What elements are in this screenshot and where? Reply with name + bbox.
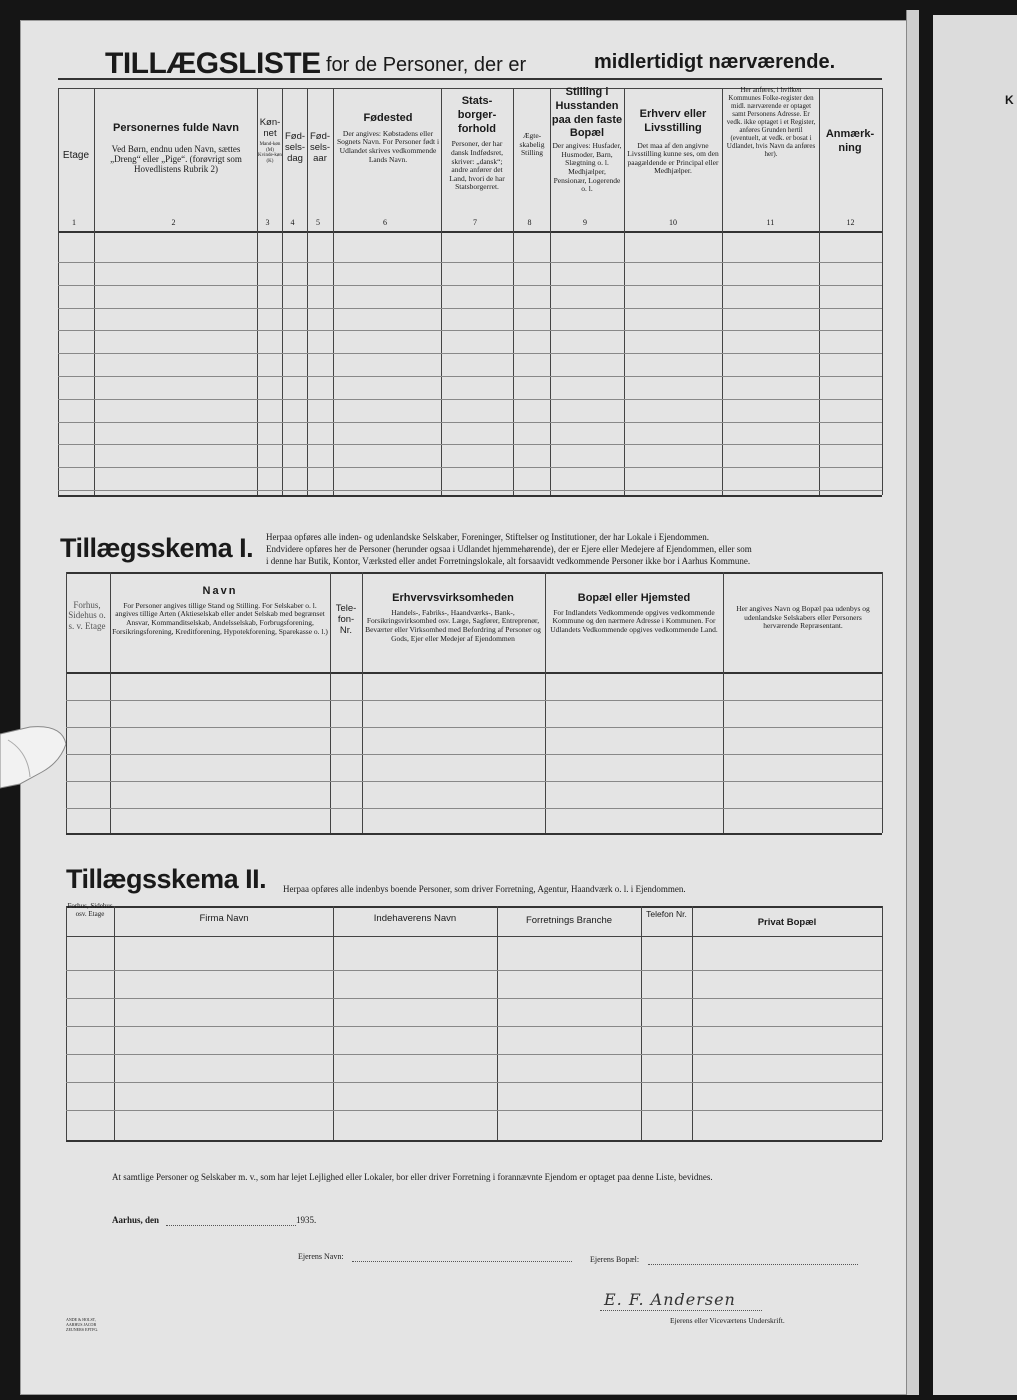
skema2-col-indehaver: Indehaverens Navn [373,914,457,924]
table1-column-divider [94,88,95,495]
certification-text: At samtlige Personer og Selskaber m. v., som har lejet Lejlighed eller Lokaler, bor eller driver Forretning i forannævnte Ejendom er optaget paa denne Liste, bevidnes. [112,1172,713,1182]
skema2-row[interactable] [66,1026,882,1027]
col-remark-header: Anmærk-ning [825,128,875,154]
table1-row[interactable] [58,444,882,445]
column-number: 4 [290,218,295,227]
year-label: 1935. [296,1215,317,1225]
skema1-row[interactable] [66,727,882,728]
column-number: 11 [766,218,775,227]
col-birthday-header: Fød-sels-dag [284,132,306,164]
place-label: Aarhus, den [112,1215,160,1225]
table1-column-divider [882,88,883,495]
column-number: 12 [846,218,855,227]
skema2-col-firma: Firma Navn [199,914,249,924]
skema2-bottom-border [66,1140,882,1142]
next-page-letter: K [1005,93,1014,107]
skema2-column-divider [497,906,498,1140]
col-marital-header: Ægte-skabelig Stilling [519,132,545,158]
signature: E. F. Andersen [604,1290,736,1309]
skema1-column-divider [330,572,331,833]
table1-row[interactable] [58,353,882,354]
skema2-col-bopael: Privat Bopæl [757,918,817,928]
skema1-column-divider [545,572,546,833]
col-occupation-header: Erhverv eller Livsstilling Det maa af den angivne Livsstilling kunne ses, om den paagældende er Principal eller Medhjælper. [627,108,719,176]
skema1-col-navn: Navn For Personer angives tillige Stand og Stilling. For Selskaber o. l. angives tillige Arten (Aktieselskab eller andet Selskab med begrænset Ansvar, Kommanditselskab, Andelsselskab, Forbrugsforening, Forsikringsforening, Kreditforening, Hypotekforening, Sparekasse o. l.) [112,585,328,636]
skema1-title: Tillægsskema I. [60,533,254,563]
table1-row[interactable] [58,308,882,309]
column-number: 6 [383,218,387,227]
skema2-row[interactable] [66,970,882,971]
table1-row[interactable] [58,490,882,491]
column-number: 9 [583,218,587,227]
column-number: 2 [171,218,176,227]
table1-row[interactable] [58,376,882,377]
skema2-title: Tillægsskema II. [66,864,267,894]
skema1-column-divider [882,572,883,833]
column-number: 10 [669,218,677,227]
date-line[interactable] [166,1225,296,1226]
table1-row[interactable] [58,399,882,400]
table1-column-divider [441,88,442,495]
col-etage-header: Etage [62,150,90,161]
skema2-col-etage: Forhus, Sidehus osv. Etage [67,902,113,919]
col-household-header: Stilling i Husstanden paa den faste Bopæl Der angives: Husfader, Husmoder, Barn, Slægtning o. l. Medhjælper, Pensionær, Logerende o. l. [551,86,623,194]
skema2-header-bottom [66,936,882,937]
column-number: 5 [316,218,320,227]
column-number: 1 [72,218,76,227]
skema2-column-divider [66,906,67,1140]
skema2-col-telefon: Telefon Nr. [646,910,687,919]
main-title-emphasis: midlertidigt nærværende. [594,51,836,73]
printer-mark: ANDE & HOLST, AARHUS JACOB ZEUNERS EFTFG. [66,1317,99,1332]
owner-address-line[interactable] [648,1264,858,1265]
skema1-bottom-border [66,833,882,835]
column-number: 8 [527,218,532,227]
owner-address-label: Ejerens Bopæl: [590,1255,640,1264]
skema1-intro-2: Endvidere opføres her de Personer (herunder ogsaa i Udlandet hjemmehørende), der er Ejere eller Medejere af Ejendommen, eller som [266,544,752,554]
table1-row[interactable] [58,467,882,468]
skema2-row[interactable] [66,998,882,999]
table1-row[interactable] [58,422,882,423]
table1-row[interactable] [58,285,882,286]
skema1-intro-1: Herpaa opføres alle inden- og udenlandske Selskaber, Foreninger, Stiftelser og Institutioner, der har Lokale i Ejendommen. [266,532,710,542]
table1-bottom-border [58,495,882,497]
skema1-row[interactable] [66,754,882,755]
skema2-intro: Herpaa opføres alle indenbys boende Personer, som driver Forretning, Agentur, Haandværk o. l. i Ejendommen. [283,884,686,894]
page-edge [906,10,919,1395]
skema1-intro-3: i denne har Butik, Kontor, Værksted eller andet Forretningslokale, alt forsaavidt vedkommende Personer ikke bor i Aarhus Kommune. [266,556,751,566]
next-page [933,15,1017,1395]
col-birthplace-header: Fødested Der angives: Købstadens eller Sognets Navn. For Personer født i Udlandet skrives vedkommende Lands Navn. [336,112,440,164]
table1-row[interactable] [58,262,882,263]
col-birthyear-header: Fød-sels-aar [309,132,331,164]
table1-column-divider [333,88,334,495]
skema1-header-bottom [66,672,882,674]
skema1-column-divider [362,572,363,833]
paper-clip-tab [0,722,70,790]
signature-line [600,1310,762,1311]
col-name-header: Personernes fulde Navn Ved Børn, endnu uden Navn, sættes „Dreng“ eller „Pige“. (forøvrigt som Hovedlistens Rubrik 2) [110,122,242,175]
skema1-row[interactable] [66,781,882,782]
skema1-col-telefon: Tele-fon-Nr. [335,604,357,636]
skema2-column-divider [641,906,642,1140]
skema1-top-border [66,572,882,574]
form-page [20,20,913,1395]
table1-column-divider [722,88,723,495]
skema2-column-divider [882,906,883,1140]
skema2-row[interactable] [66,1054,882,1055]
skema2-row[interactable] [66,1082,882,1083]
main-title-rest: for de Personer, der er [326,54,527,76]
owner-name-line[interactable] [352,1261,572,1262]
skema1-column-divider [110,572,111,833]
table1-top-border [58,78,882,80]
skema1-col-bopael: Bopæl eller Hjemsted For Indlandets Vedkommende opgives vedkommende Kommune og den nærmere Adresse i Kommunen. For Udlandets Vedkommende opgives vedkommende Land. [550,592,718,634]
skema1-col-etage: Forhus, Sidehus o. s. v. Etage [68,600,106,631]
table1-row[interactable] [58,330,882,331]
owner-name-label: Ejerens Navn: [298,1252,344,1261]
col-address-header: Her anføres, i hvilken Kommunes Folke-register den midl. nærværende er optaget samt Personens Adresse. Er vedk. ikke optaget i et Register, anføres Grunden hertil (eventuelt, at vedk. er bosat i Udlandet, hvis Navn da anføres her). [726,86,816,159]
column-number: 7 [473,218,477,227]
skema2-column-divider [114,906,115,1140]
skema2-column-divider [333,906,334,1140]
signature-caption: Ejerens eller Viceværtens Underskrift. [670,1316,785,1325]
skema2-top-border [66,906,882,908]
table1-header-bottom [58,231,882,233]
skema2-row[interactable] [66,1110,882,1111]
skema2-col-branche: Forretnings Branche [525,916,613,926]
skema1-row[interactable] [66,700,882,701]
skema1-col-erhverv: Erhvervsvirksomheden Handels-, Fabriks-, Haandværks-, Bank-, Forsikringsvirksomhed osv. Læge, Sagfører, Entreprenør, Beværter eller Virksomhed med Befordring af Personer og Gods, Ejer eller Medejer af Ejendommen [365,592,541,643]
main-title: TILLÆGSLISTE [105,47,321,80]
skema1-column-divider [723,572,724,833]
col-citizenship-header: Stats-borger-forhold Personer, der har dansk Indfødsret, skriver: „dansk“; andre anfører det Land, hvori de har Statsborgerret. [449,95,505,192]
skema1-row[interactable] [66,808,882,809]
col-gender-header: Køn-net Mand-køn (M) Kvinde-køn (K) [258,118,282,165]
skema2-column-divider [692,906,693,1140]
column-number: 3 [265,218,270,227]
skema1-col-representative: Her angives Navn og Bopæl paa udenbys og udenlandske Selskabers eller Personers herværende Repræsentant. [736,605,870,631]
